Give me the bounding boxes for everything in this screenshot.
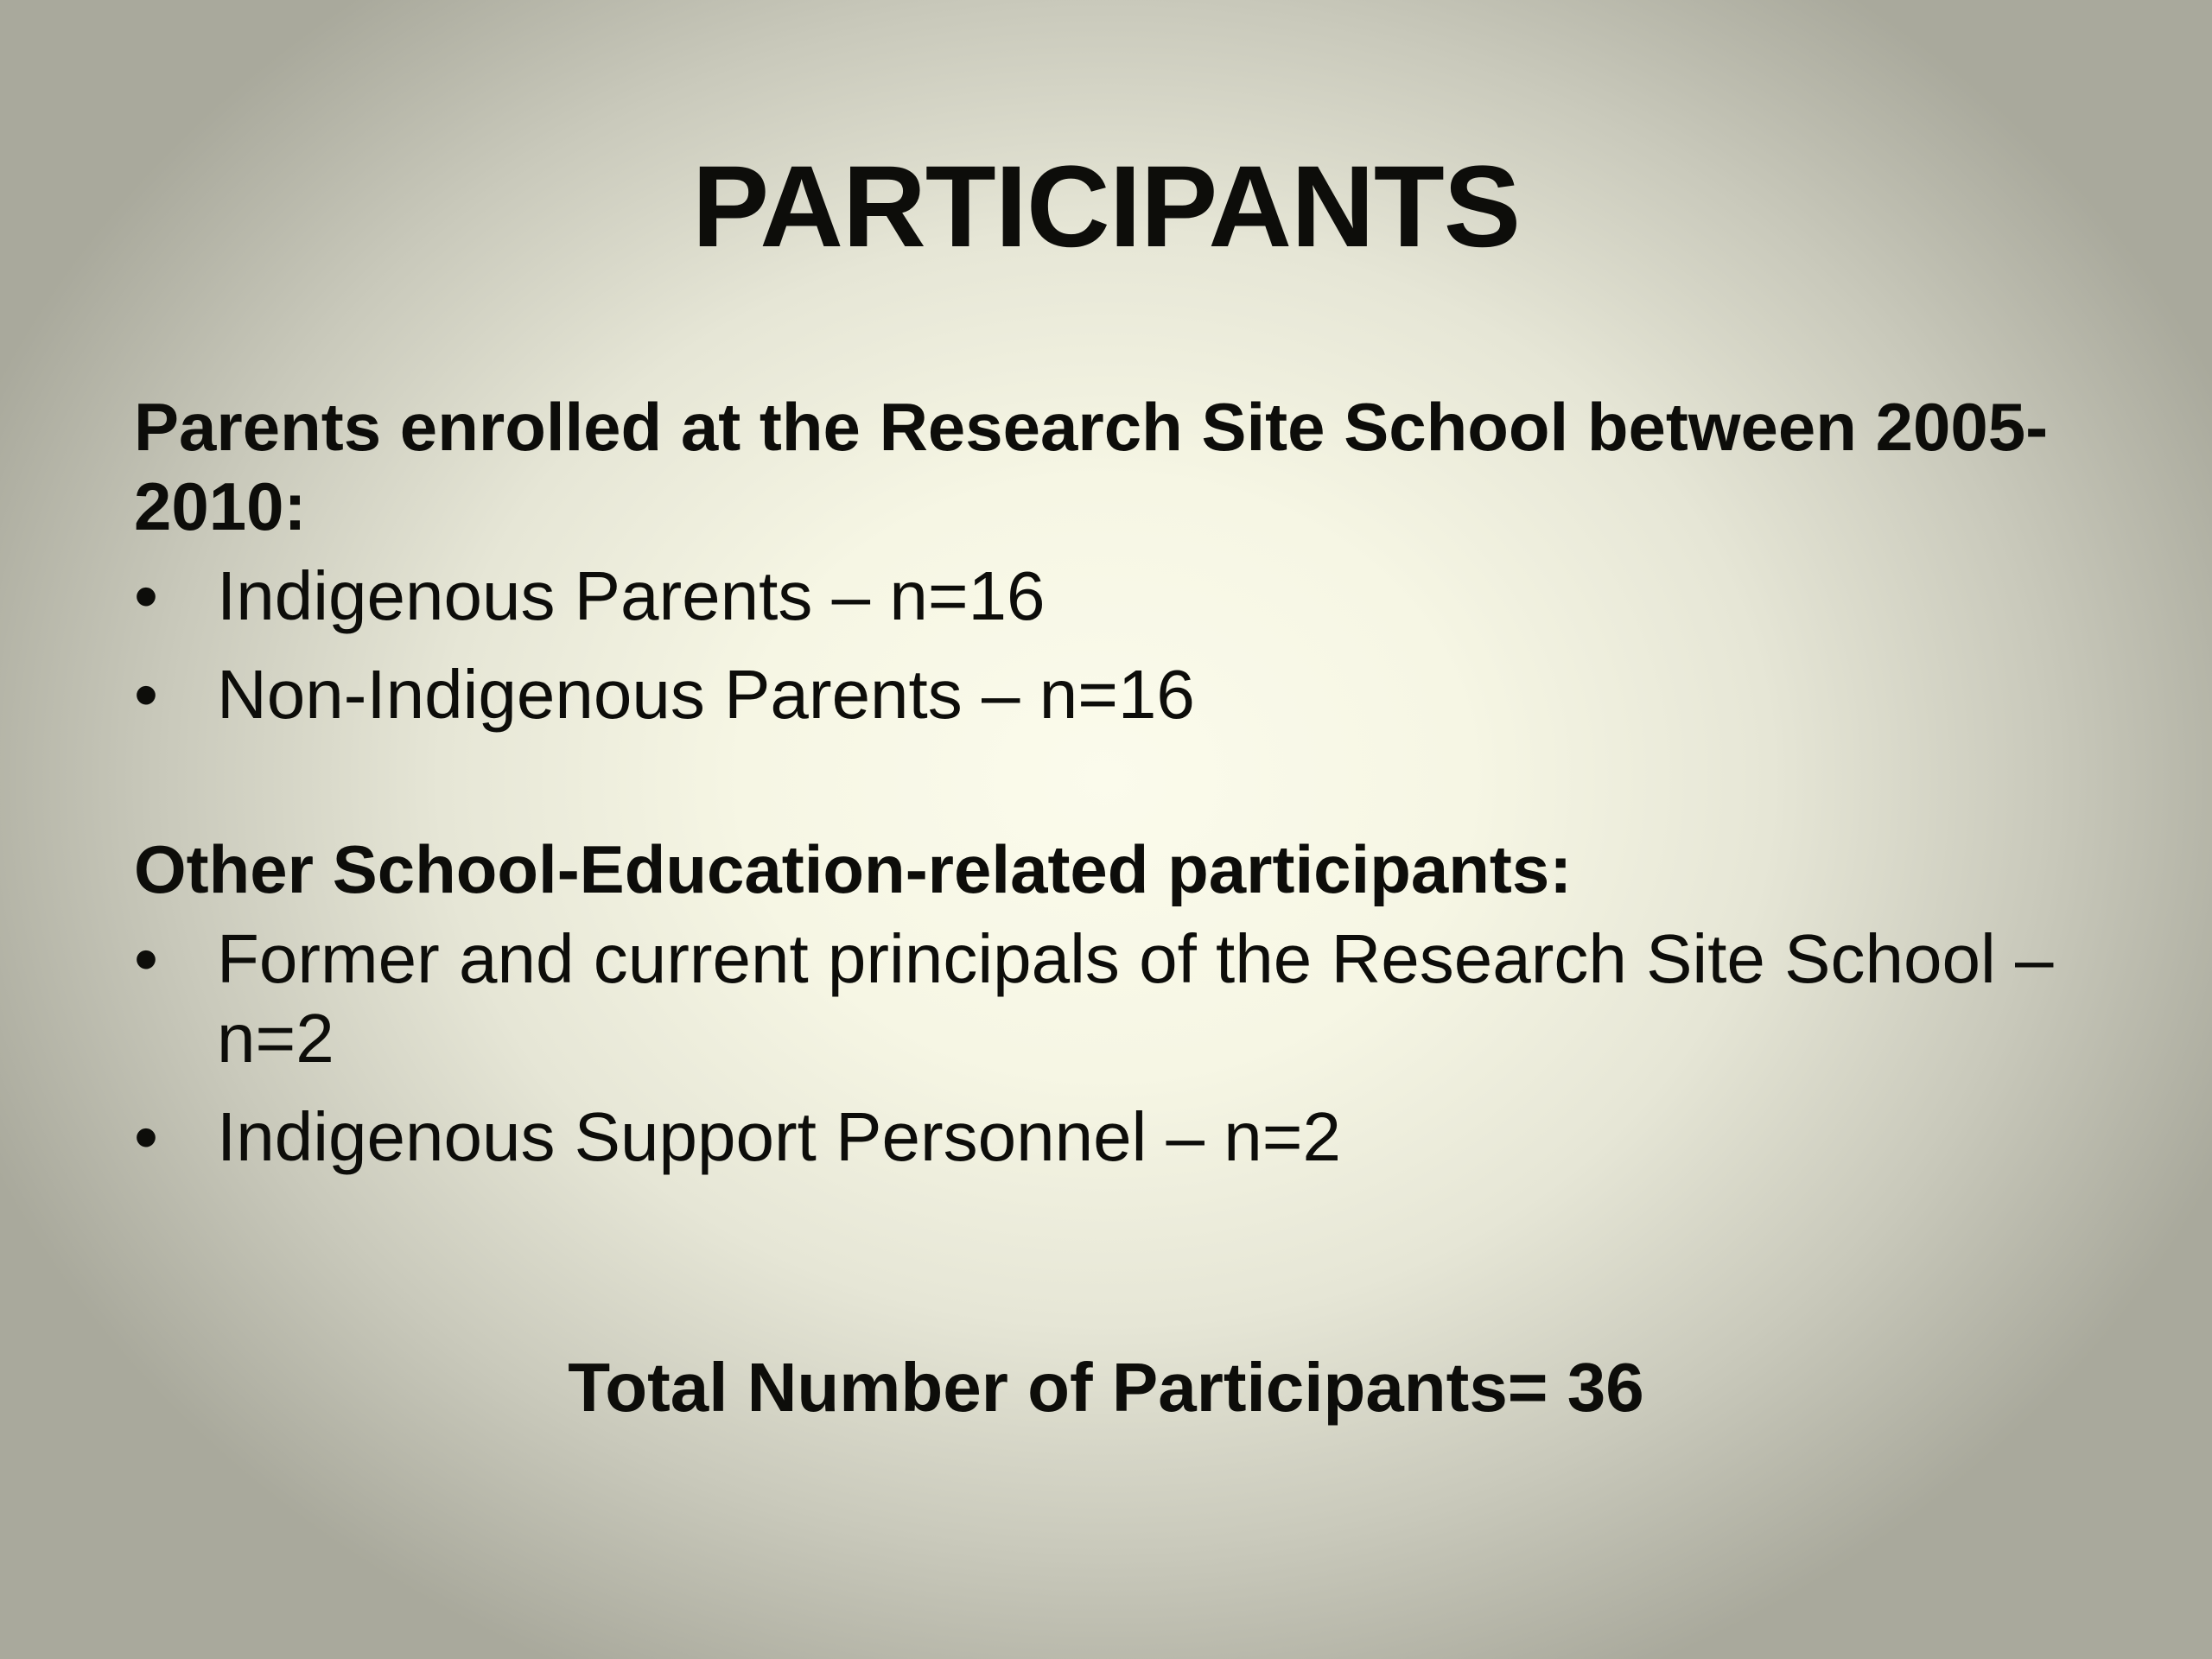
other-participants-list (134, 919, 2078, 1177)
list-item (134, 556, 2078, 636)
list-item (134, 1097, 2078, 1177)
list-item-text: Indigenous Parents – n=16 (217, 557, 1046, 634)
bullet-icon: • (134, 920, 159, 997)
total-participants: Total Number of Participants= 36 (568, 1349, 1644, 1426)
parents-group (134, 387, 2078, 734)
bullet-icon: • (134, 656, 159, 733)
slide-body (134, 387, 2078, 1196)
list-item-text: Non-Indigenous Parents – n=16 (217, 656, 1195, 733)
parents-heading: Parents enrolled at the Research Site School between 2005-2010: (134, 389, 2049, 544)
other-participants-heading: Other School-Education-related participants: (134, 831, 1573, 907)
other-participants-group (134, 830, 2078, 1177)
list-item-text: Indigenous Support Personnel – n=2 (217, 1098, 1341, 1175)
bullet-icon: • (134, 557, 159, 634)
bullet-icon: • (134, 1098, 159, 1175)
list-item (134, 655, 2078, 734)
list-item (134, 919, 2078, 1078)
parents-list (134, 556, 2078, 734)
list-item-text: Former and current principals of the Research Site School – n=2 (217, 920, 2054, 1077)
slide-title: PARTICIPANTS (691, 143, 1521, 271)
